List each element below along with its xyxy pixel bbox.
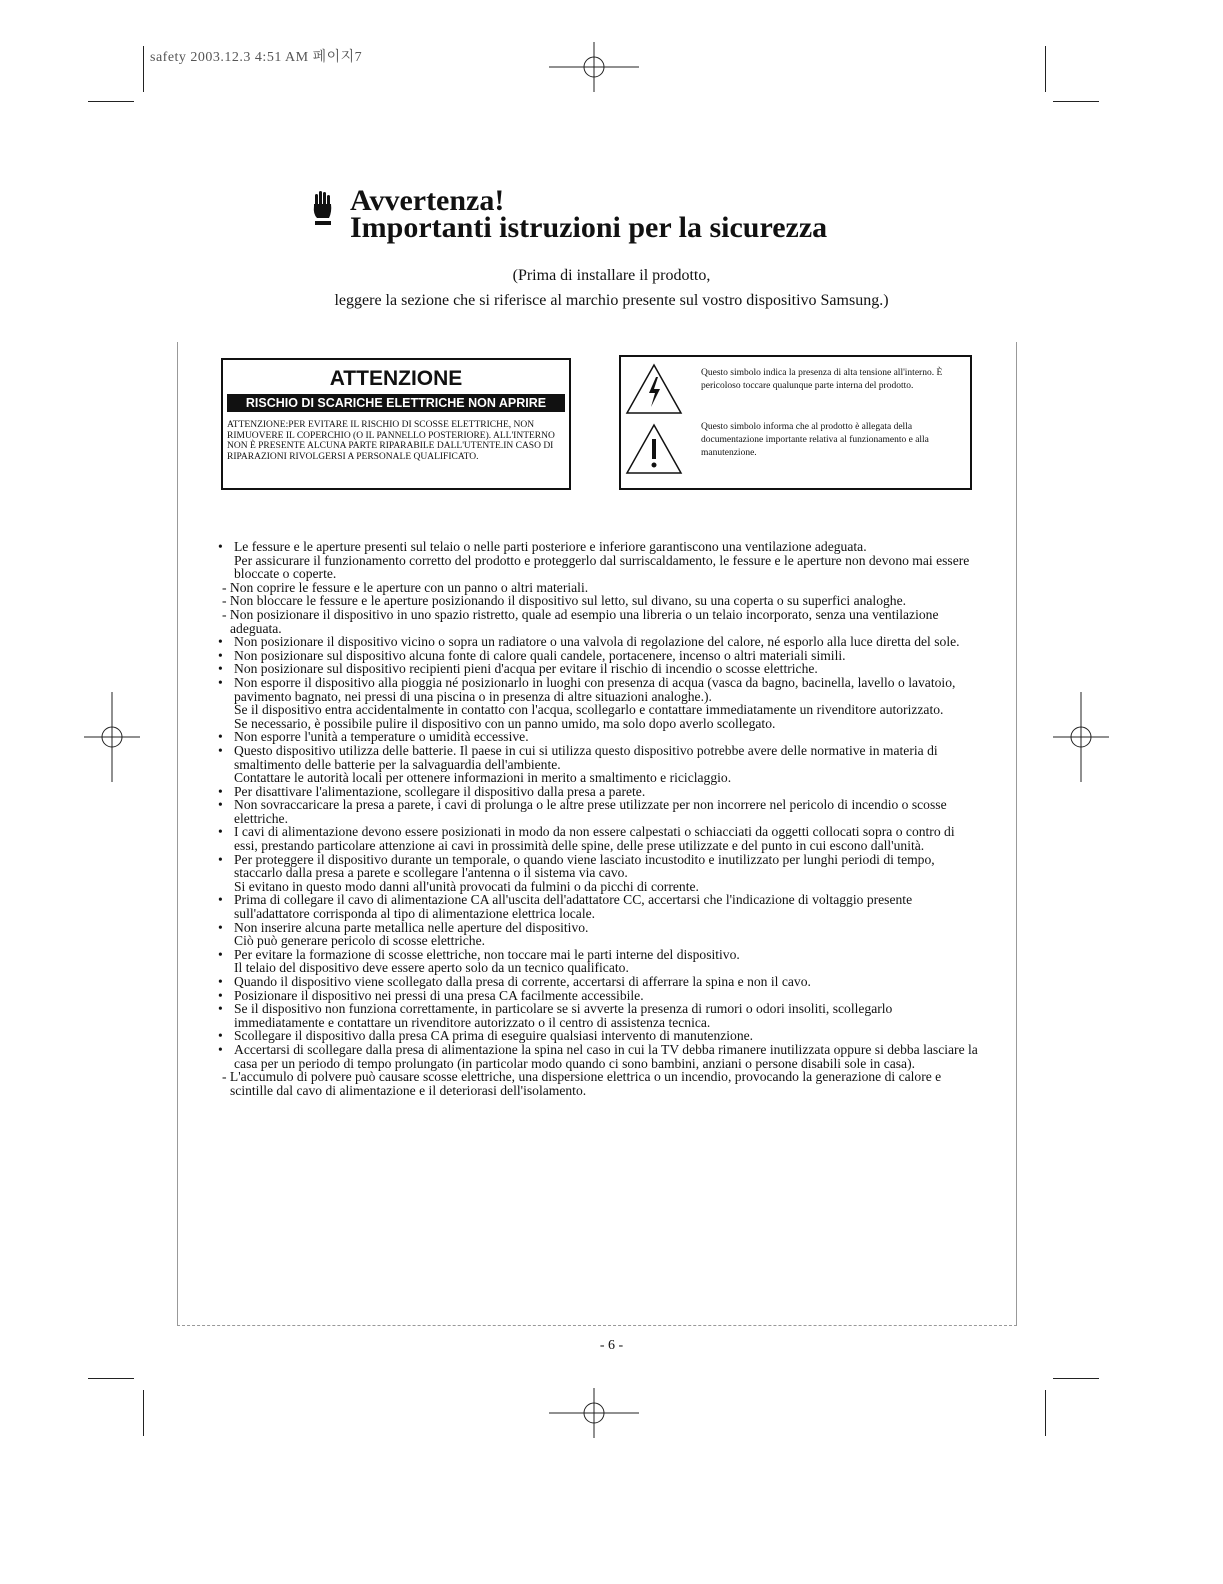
- instruction-item: [218, 1043, 978, 1070]
- registration-mark-top: [549, 42, 639, 92]
- instruction-continuation: [218, 717, 978, 731]
- instruction-text: Scollegare il dispositivo dalla presa CA prima di eseguire qualsiasi intervento di manutenzione.: [234, 1028, 754, 1044]
- instruction-subitem: [218, 581, 978, 595]
- symbols-box: [619, 355, 972, 490]
- voltage-symbol-text: Questo simbolo indica la presenza di alta tensione all'interno. È pericoloso toccare qualunque parte interna del prodotto.: [701, 368, 943, 391]
- instruction-text: Ciò può generare pericolo di scosse elettriche.: [234, 933, 486, 949]
- instruction-text: Per disattivare l'alimentazione, scollegare il dispositivo dalla presa a parete.: [234, 783, 646, 799]
- instruction-continuation: [218, 961, 978, 975]
- bullet-icon: •: [218, 674, 223, 690]
- bullet-icon: •: [218, 1001, 223, 1017]
- instruction-list: [218, 540, 978, 1097]
- page-number: - 6 -: [599, 1338, 624, 1353]
- crop-mark: [88, 101, 134, 102]
- instruction-text: - Non bloccare le fessure e le aperture posizionando il dispositivo sul letto, sul divano, su una coperta o su superfici analoghe.: [222, 593, 907, 609]
- registration-mark-left: [84, 692, 140, 782]
- instruction-text: Se necessario, è possibile pulire il dispositivo con un panno umido, ma solo dopo averlo scollegato.: [234, 715, 776, 731]
- instruction-item: [218, 853, 978, 880]
- instruction-text: Non esporre l'unità a temperature o umidità eccessive.: [234, 729, 529, 745]
- instruction-continuation: [218, 934, 978, 948]
- exclamation-icon: [625, 423, 683, 475]
- subtitle-line2: leggere la sezione che si riferisce al marchio presente sul vostro dispositivo Samsung.): [334, 292, 889, 309]
- instruction-continuation: [218, 703, 978, 717]
- instruction-item: [218, 730, 978, 744]
- instruction-item: [218, 975, 978, 989]
- instruction-subitem: [218, 1070, 978, 1097]
- instruction-continuation: [218, 554, 978, 581]
- instruction-continuation: [218, 880, 978, 894]
- caution-body: ATTENZIONE:PER EVITARE IL RISCHIO DI SCOSSE ELETTRICHE, NON RIMUOVERE IL COPERCHIO (O IL PANNELLO POSTERIORE). ALL'INTERNO NON È PRESENTE ALCUNA PARTE RIPARABILE DALL'UTENTE.IN CASO DI RIPARAZIONI RIVOLGERSI A PERSONALE QUALIFICATO.: [227, 420, 555, 462]
- instruction-subitem: [218, 608, 978, 635]
- instruction-text: Si evitano in questo modo danni all'unità provocati da fulmini o da picchi di corrente.: [234, 878, 699, 894]
- bullet-icon: •: [218, 974, 223, 989]
- info-symbol-text: Questo simbolo informa che al prodotto è allegata della documentazione importante relativa al funzionamento e alla manutenzione.: [701, 422, 929, 458]
- instruction-text: Non sovraccaricare la presa a parete, i cavi di prolunga o le altre prese utilizzate per non incorrere nel pericolo di incendio o scosse elettriche.: [234, 797, 947, 826]
- bullet-icon: •: [218, 987, 223, 1003]
- bullet-icon: •: [218, 797, 223, 813]
- instruction-text: Questo dispositivo utilizza delle batterie. Il paese in cui si utilizza questo dispositivo potrebbe avere delle normative in materia di smaltimento delle batterie per la salvaguardia dell'ambiente.: [234, 742, 938, 772]
- instruction-text: Non posizionare il dispositivo vicino o sopra un radiatore o una valvola di regolazione del calore, né esporlo alla luce diretta del sole.: [234, 634, 960, 650]
- instruction-item: [218, 662, 978, 676]
- instruction-text: Il telaio del dispositivo deve essere aperto solo da un tecnico qualificato.: [234, 960, 629, 976]
- bullet-icon: •: [218, 892, 223, 908]
- instruction-text: Quando il dispositivo viene scollegato dalla presa di corrente, accertarsi di afferrare la spina e non il cavo.: [234, 974, 811, 989]
- instruction-text: - L'accumulo di polvere può causare scosse elettriche, una dispersione elettrica o un incendio, provocando la generazione di calore e scintille dal cavo di alimentazione e il deteriorasi dell'isolamento.: [222, 1069, 942, 1098]
- caution-banner: RISCHIO DI SCARICHE ELETTRICHE NON APRIRE: [227, 394, 565, 412]
- bullet-icon: •: [218, 729, 223, 745]
- instruction-item: [218, 635, 978, 649]
- bullet-icon: •: [218, 539, 223, 554]
- instruction-item: [218, 649, 978, 663]
- crop-mark: [1053, 1378, 1099, 1379]
- subtitle-line1: (Prima di installare il prodotto,: [512, 267, 711, 284]
- crop-mark: [1045, 1390, 1046, 1436]
- instruction-text: Non inserire alcuna parte metallica nelle aperture del dispositivo.: [234, 919, 589, 935]
- hand-stop-icon: [312, 190, 334, 228]
- high-voltage-icon: [625, 363, 683, 415]
- crop-mark: [143, 46, 144, 92]
- instruction-text: Per evitare la formazione di scosse elettriche, non toccare mai le parti interne del dispositivo.: [234, 946, 740, 962]
- instruction-continuation: [218, 771, 978, 785]
- instruction-item: [218, 676, 978, 703]
- instruction-item: [218, 1002, 978, 1029]
- instruction-text: Se il dispositivo non funziona correttamente, in particolare se si avverte la presenza di rumori o odori insoliti, scollegarlo immediatamente e contattare un rivenditore autorizzato o il centro di assistenza tecnica.: [234, 1001, 893, 1030]
- bullet-icon: •: [218, 824, 223, 840]
- caution-box: [221, 358, 571, 490]
- instruction-text: Non posizionare sul dispositivo alcuna fonte di calore quali candele, portacenere, incenso o altri materiali simili.: [234, 647, 846, 663]
- instruction-text: - Non coprire le fessure e le aperture con un panno o altri materiali.: [222, 579, 589, 595]
- instruction-subitem: [218, 594, 978, 608]
- instruction-item: [218, 744, 978, 771]
- bullet-icon: •: [218, 634, 223, 650]
- crop-mark: [1045, 46, 1046, 92]
- bullet-icon: •: [218, 1041, 223, 1057]
- instruction-text: Non posizionare sul dispositivo recipienti pieni d'acqua per evitare il rischio di incendio o scosse elettriche.: [234, 661, 818, 677]
- bullet-icon: •: [218, 919, 223, 935]
- bullet-icon: •: [218, 647, 223, 663]
- instruction-text: Non esporre il dispositivo alla pioggia né posizionarlo in luoghi con presenza di acqua (vasca da bagno, bacinella, lavello o lavatoio, pavimento bagnato, nei pressi di una piscina o in presenza di altre situazioni analoghe.).: [234, 674, 956, 704]
- registration-mark-right: [1053, 692, 1109, 782]
- instruction-item: [218, 785, 978, 799]
- instruction-item: [218, 540, 978, 554]
- instruction-item: [218, 798, 978, 825]
- safety-instructions: [218, 540, 978, 1097]
- instruction-item: [218, 921, 978, 935]
- instruction-text: Accertarsi di scollegare dalla presa di alimentazione la spina nel caso in cui la TV debba rimanere inutilizzata oppure si debba lasciare la casa per un periodo di tempo prolungato (in particolar modo quando ci sono bambini, anziani o persone disabili sole in casa).: [234, 1041, 978, 1071]
- instruction-item: [218, 825, 978, 852]
- instruction-item: [218, 948, 978, 962]
- instruction-item: [218, 893, 978, 920]
- bullet-icon: •: [218, 851, 223, 867]
- instruction-text: Posizionare il dispositivo nei pressi di una presa CA facilmente accessibile.: [234, 987, 644, 1003]
- instruction-item: [218, 1029, 978, 1043]
- instruction-text: Prima di collegare il cavo di alimentazione CA all'uscita dell'adattatore CC, accertarsi che l'indicazione di voltaggio presente sull'adattatore corrisponda al tipo di alimentazione elettrica locale.: [234, 892, 913, 922]
- instruction-item: [218, 989, 978, 1003]
- page-title-line2: Importanti istruzioni per la sicurezza: [350, 211, 828, 244]
- crop-mark: [88, 1378, 134, 1379]
- crop-mark: [143, 1390, 144, 1436]
- instruction-text: - Non posizionare il dispositivo in uno spazio ristretto, quale ad esempio una libreria o un telaio incorporato, senza una ventilazione adeguata.: [222, 606, 939, 636]
- bullet-icon: •: [218, 946, 223, 962]
- instruction-text: Contattare le autorità locali per ottenere informazioni in merito a smaltimento e riciclaggio.: [234, 770, 732, 786]
- crop-mark: [1053, 101, 1099, 102]
- bullet-icon: •: [218, 742, 223, 758]
- instruction-text: I cavi di alimentazione devono essere posizionati in modo da non essere calpestati o schiacciati da oggetti collocati sopra o contro di essi, prestando particolare attenzione ai cavi in prossimità delle spine, delle prese utilizzate e del punto in cui escono dall'unità.: [234, 824, 955, 854]
- print-header: safety 2003.12.3 4:51 AM 페이지7: [150, 50, 363, 65]
- bullet-icon: •: [218, 783, 223, 799]
- instruction-text: Per assicurare il funzionamento corretto del prodotto e proteggerlo dal surriscaldamento, le fessure e le aperture non devono mai essere bloccate o coperte.: [234, 552, 970, 582]
- caution-heading: ATTENZIONE: [329, 367, 463, 390]
- instruction-text: Le fessure e le aperture presenti sul telaio o nelle parti posteriore e inferiore garantiscono una ventilazione adeguata.: [234, 539, 867, 554]
- instruction-text: Per proteggere il dispositivo durante un temporale, o quando viene lasciato incustodito e inutilizzato per lunghi periodi di tempo, staccarlo dalla presa a parete e scollegare l'antenna o il sistema via cavo.: [234, 851, 935, 881]
- registration-mark-bottom: [549, 1388, 639, 1438]
- instruction-text: Se il dispositivo entra accidentalmente in contatto con l'acqua, scollegarlo e contattare immediatamente un rivenditore autorizzato.: [234, 702, 944, 718]
- page-title-line1: Avvertenza!: [350, 184, 505, 217]
- bullet-icon: •: [218, 1028, 223, 1044]
- bullet-icon: •: [218, 661, 223, 677]
